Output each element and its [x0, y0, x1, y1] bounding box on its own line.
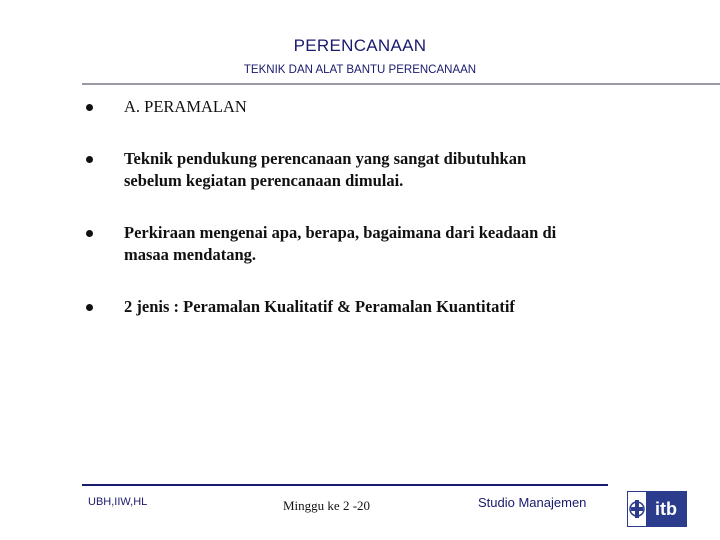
bullet-dot-icon — [86, 156, 93, 163]
footer-studio: Studio Manajemen — [478, 495, 587, 510]
bullet-list — [82, 96, 702, 318]
bullet-dot-icon — [86, 230, 93, 237]
itb-logo-icon — [627, 491, 687, 527]
list-item — [82, 96, 702, 118]
list-item — [82, 222, 702, 266]
bullet-text-line: 2 jenis : Peramalan Kualitatif & Peramalan Kuantitatif — [124, 297, 515, 316]
page-title: PERENCANAAN — [293, 36, 427, 55]
footer-authors: UBH,IIW,HL — [88, 496, 148, 508]
bullet-dot-icon — [86, 104, 93, 111]
bullet-text-line: sebelum kegiatan perencanaan dimulai. — [124, 171, 404, 190]
list-item — [82, 296, 702, 318]
bullet-text-line: Teknik pendukung perencanaan yang sangat dibutuhkan — [124, 149, 527, 168]
bottom-divider — [82, 484, 608, 486]
footer-week: Minggu ke 2 -20 — [283, 498, 371, 513]
bullet-text-line: Perkiraan mengenai apa, berapa, bagaimana dari keadaan di — [124, 223, 557, 242]
top-divider — [82, 83, 720, 85]
bullet-text-line: A. PERAMALAN — [124, 97, 247, 116]
bullet-text-line: masaa mendatang. — [124, 245, 257, 264]
bullet-dot-icon — [86, 304, 93, 311]
page-subtitle: TEKNIK DAN ALAT BANTU PERENCANAAN — [243, 64, 477, 76]
list-item — [82, 148, 702, 192]
logo-text: itb — [655, 499, 677, 519]
